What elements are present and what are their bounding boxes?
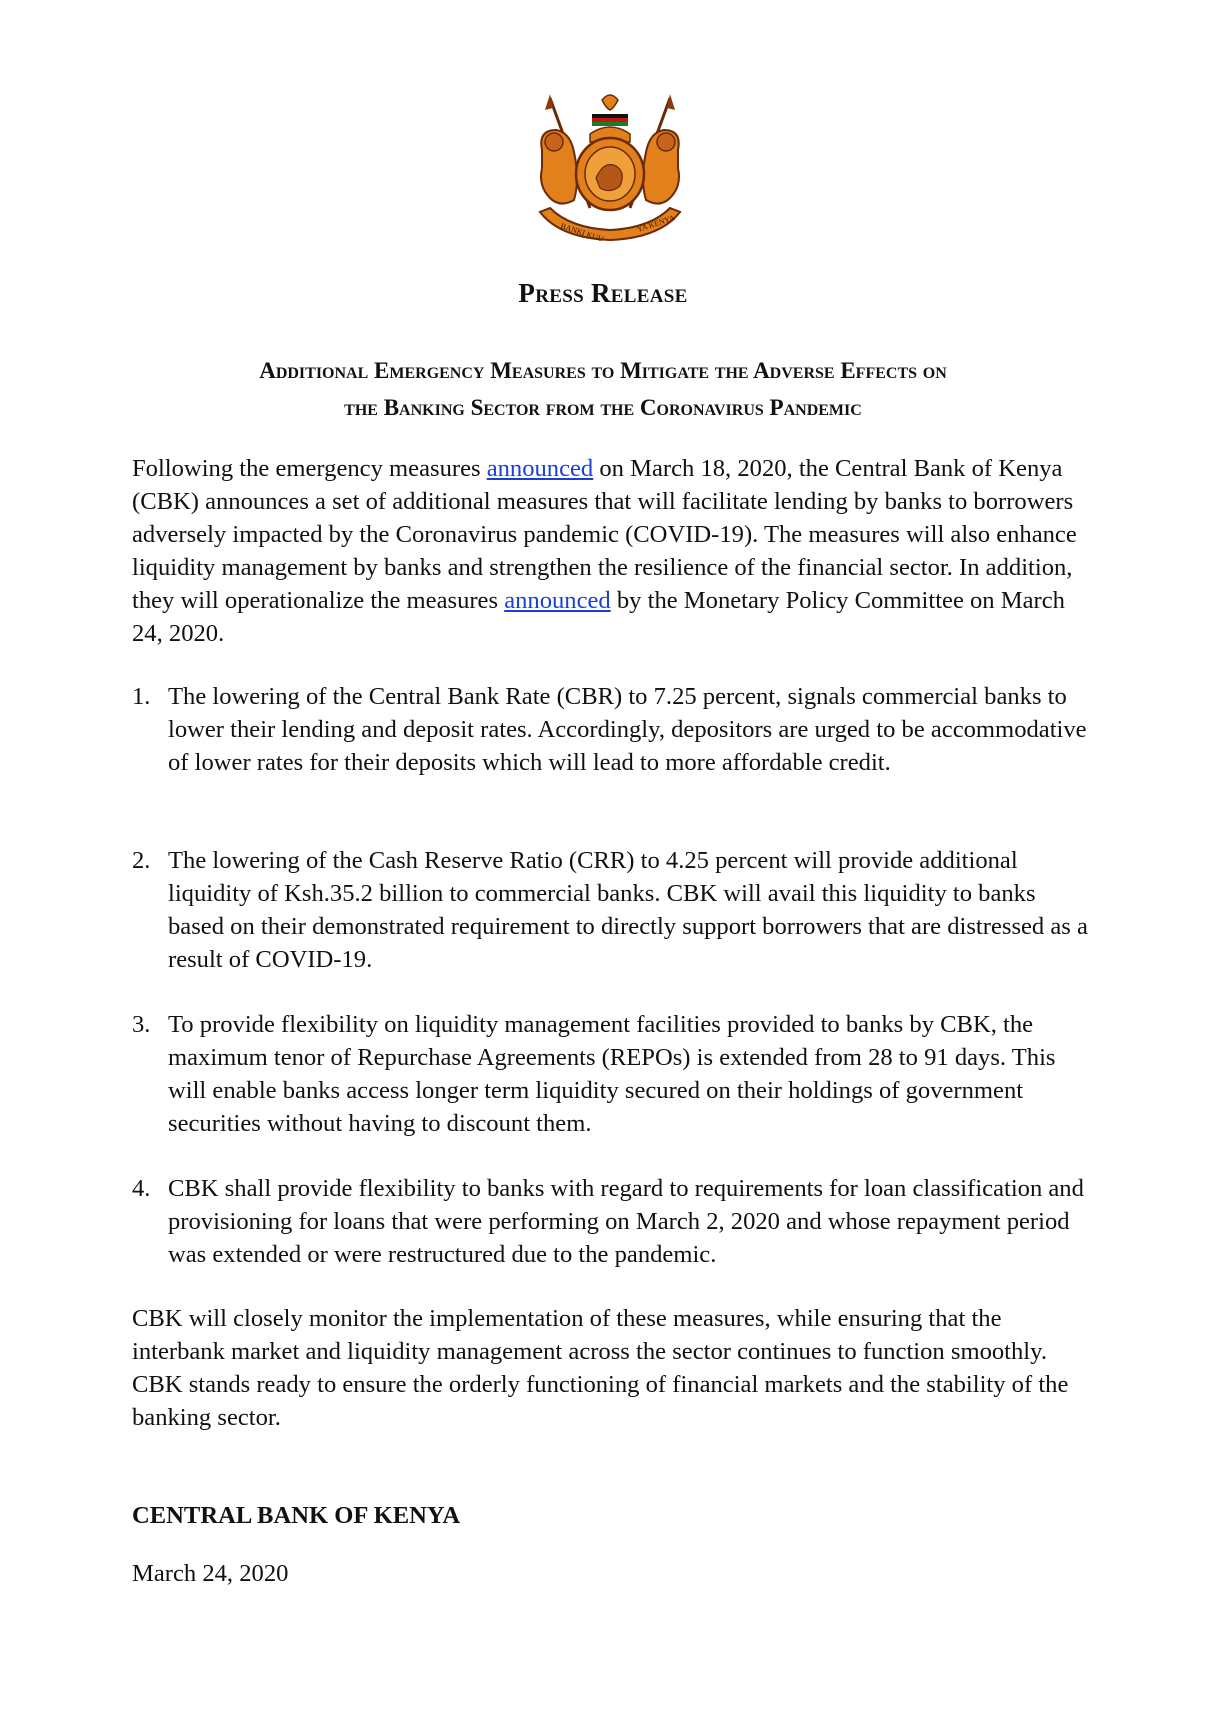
- release-date: March 24, 2020: [132, 1560, 289, 1587]
- release-subtitle: [130, 352, 1076, 426]
- intro-text-3: by the Monetary Policy Committee on March 24, 2020.: [132, 587, 1065, 647]
- measure-text: The lowering of the Central Bank Rate (CBR) to 7.25 percent, signals commercial banks to lower their lending and deposit rates. Accordingly, depositors are urged to be accommodative of lower rates for their deposits which will lead to more affordable credit.: [168, 683, 1087, 776]
- subtitle-line-1: Additional Emergency Measures to Mitigate the Adverse Effects on: [259, 358, 947, 383]
- cbk-crest-logo: [520, 90, 700, 250]
- measure-text: To provide flexibility on liquidity management facilities provided to banks by CBK, the maximum tenor of Repurchase Agreements (REPOs) is extended from 28 to 91 days. This will enable banks access longer term liquidity secured on their holdings of government securities without having to discount them.: [168, 1011, 1056, 1137]
- svg-text:YA KENYA: YA KENYA: [635, 213, 677, 234]
- closing-paragraph: CBK will closely monitor the implementation of these measures, while ensuring that the interbank market and liquidity management across the sector continues to function smoothly. CBK stands ready to ensure the orderly functioning of financial markets and the stability of the banking sector.: [132, 1305, 1069, 1431]
- measure-number: 1.: [132, 683, 151, 710]
- page-title: Press Release: [518, 278, 688, 308]
- measure-item: [132, 844, 1092, 976]
- intro-text-1: Following the emergency measures: [132, 455, 487, 482]
- signature-org: CENTRAL BANK OF KENYA: [132, 1502, 461, 1529]
- measure-item: [132, 680, 1092, 779]
- measure-item: [132, 1008, 1092, 1140]
- measure-number: 3.: [132, 1011, 151, 1038]
- intro-paragraph: [132, 452, 1092, 650]
- subtitle-line-2: the Banking Sector from the Coronavirus Pandemic: [344, 395, 862, 420]
- measure-number: 2.: [132, 847, 151, 874]
- svg-text:BANKI KUU: BANKI KUU: [559, 221, 605, 244]
- announced-link-mpc[interactable]: announced: [504, 587, 611, 614]
- measure-number: 4.: [132, 1175, 151, 1202]
- announced-link-march-18[interactable]: announced: [486, 455, 594, 482]
- measure-item: [132, 1172, 1092, 1271]
- intro-text-2: on March 18, 2020, the Central Bank of Kenya (CBK) announces a set of additional measures that will facilitate lending by banks to borrowers adversely impacted by the Coronavirus pandemic (COVID-19). The measures will also enhance liquidity management by banks and strengthen the resilience of the financial sector. In addition, they will operationalize the measures: [132, 455, 1077, 614]
- measure-text: CBK shall provide flexibility to banks with regard to requirements for loan classification and provisioning for loans that were performing on March 2, 2020 and whose repayment period was extended or were restructured due to the pandemic.: [168, 1175, 1084, 1268]
- measure-text: The lowering of the Cash Reserve Ratio (CRR) to 4.25 percent will provide additional liquidity of Ksh.35.2 billion to commercial banks. CBK will avail this liquidity to banks based on their demonstrated requirement to directly support borrowers that are distressed as a result of COVID-19.: [168, 847, 1088, 973]
